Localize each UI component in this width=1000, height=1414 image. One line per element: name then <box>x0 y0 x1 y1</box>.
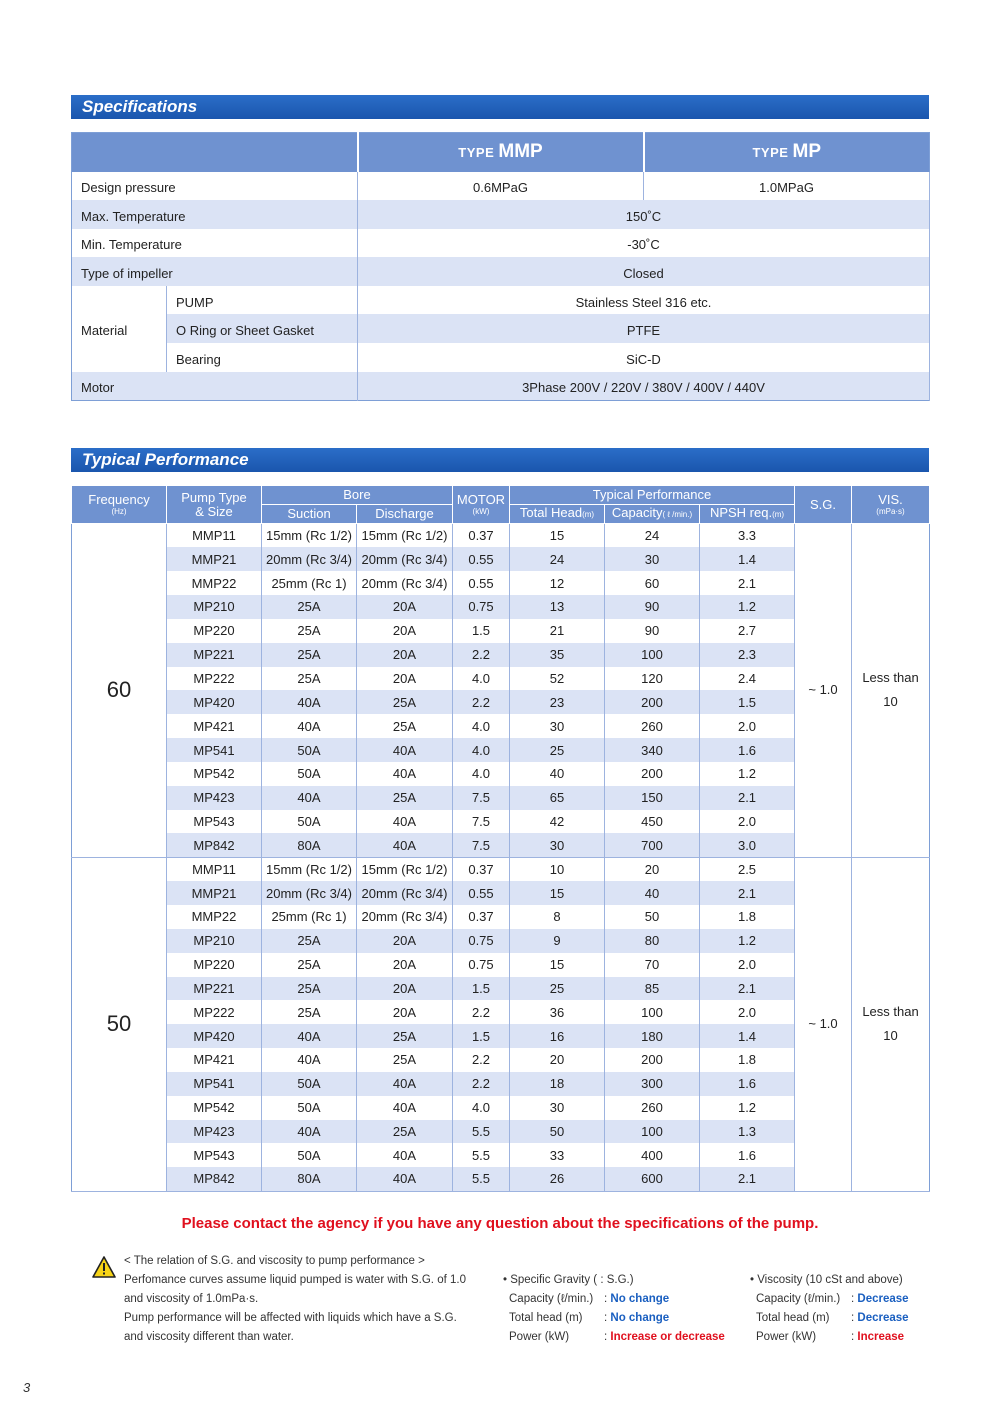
vis-line-2: 10 <box>883 694 898 710</box>
discharge-cell: 20A <box>357 619 453 643</box>
total-head-cell: 30 <box>510 1096 605 1120</box>
total-head-cell: 9 <box>510 929 605 953</box>
capacity-cell: 80 <box>605 929 700 953</box>
motor-kw-cell: 5.5 <box>453 1167 510 1191</box>
npsh-cell: 1.6 <box>700 1143 795 1167</box>
suction-cell: 25mm (Rc 1) <box>262 571 357 595</box>
pump-type-cell: MP420 <box>167 690 262 714</box>
suction-cell: 25A <box>262 953 357 977</box>
motor-kw-cell: 5.5 <box>453 1143 510 1167</box>
discharge-cell: 40A <box>357 738 453 762</box>
pump-type-cell: MP541 <box>167 1072 262 1096</box>
pump-type-cell: MP541 <box>167 738 262 762</box>
npsh-cell: 1.2 <box>700 762 795 786</box>
material-label: Material <box>72 286 167 372</box>
discharge-cell: 20mm (Rc 3/4) <box>357 571 453 595</box>
pump-type-cell: MP842 <box>167 1167 262 1191</box>
motor-kw-cell: 4.0 <box>453 714 510 738</box>
discharge-cell: 40A <box>357 1167 453 1191</box>
pump-type-cell: MP842 <box>167 833 262 857</box>
pump-type-cell: MP210 <box>167 595 262 619</box>
npsh-cell: 2.0 <box>700 714 795 738</box>
pump-type-cell: MP222 <box>167 1000 262 1024</box>
capacity-cell: 200 <box>605 690 700 714</box>
pump-type-cell: MP421 <box>167 1048 262 1072</box>
npsh-cell: 1.6 <box>700 1072 795 1096</box>
capacity-cell: 600 <box>605 1167 700 1191</box>
footnote-specific-gravity: • Specific Gravity ( : S.G.) Capacity (ℓ/min.) : No change Total head (m) : No change Power (kW) : Increase or decrease <box>503 1274 725 1343</box>
capacity-cell: 200 <box>605 1048 700 1072</box>
capacity-cell: 100 <box>605 1000 700 1024</box>
performance-table <box>71 485 930 1192</box>
vis-cell <box>852 524 930 858</box>
spec-row-motor: Motor 3Phase 200V / 220V / 380V / 400V / 440V <box>72 372 930 401</box>
total-head-cell: 50 <box>510 1120 605 1144</box>
total-head-cell: 26 <box>510 1167 605 1191</box>
total-head-cell: 42 <box>510 810 605 834</box>
suction-cell: 40A <box>262 786 357 810</box>
suction-cell: 40A <box>262 690 357 714</box>
npsh-cell: 1.6 <box>700 738 795 762</box>
suction-cell: 20mm (Rc 3/4) <box>262 881 357 905</box>
total-head-cell: 35 <box>510 643 605 667</box>
discharge-cell: 40A <box>357 1072 453 1096</box>
suction-cell: 80A <box>262 1167 357 1191</box>
discharge-cell: 20A <box>357 929 453 953</box>
spec-row-material-pump: Material PUMP Stainless Steel 316 etc. <box>72 286 930 315</box>
pump-type-cell: MP542 <box>167 762 262 786</box>
total-head-cell: 8 <box>510 905 605 929</box>
footnote-viscosity: • Viscosity (10 cSt and above) Capacity (ℓ/min.) : Decrease Total head (m) : Decrease Power (kW) : Increase <box>750 1274 909 1343</box>
motor-kw-cell: 7.5 <box>453 833 510 857</box>
motor-kw-cell: 7.5 <box>453 786 510 810</box>
discharge-cell: 40A <box>357 1096 453 1120</box>
total-head-cell: 18 <box>510 1072 605 1096</box>
table-row <box>72 524 930 548</box>
total-head-cell: 15 <box>510 953 605 977</box>
discharge-cell: 25A <box>357 1048 453 1072</box>
frequency-cell: 50 <box>72 857 167 1191</box>
motor-kw-cell: 2.2 <box>453 690 510 714</box>
motor-kw-cell: 0.75 <box>453 595 510 619</box>
performance-body <box>72 524 930 1192</box>
total-head-cell: 25 <box>510 738 605 762</box>
discharge-cell: 25A <box>357 786 453 810</box>
motor-kw-cell: 0.37 <box>453 857 510 881</box>
pump-type-cell: MP423 <box>167 1120 262 1144</box>
npsh-cell: 2.0 <box>700 1000 795 1024</box>
specifications-title: Specifications <box>71 95 929 119</box>
motor-kw-cell: 0.37 <box>453 524 510 548</box>
npsh-cell: 2.1 <box>700 977 795 1001</box>
spec-row-material-gasket: O Ring or Sheet Gasket PTFE <box>72 314 930 343</box>
header-total-head: Total Head(m) <box>510 505 605 524</box>
spec-row-material-bearing: Bearing SiC-D <box>72 343 930 372</box>
pump-type-cell: MMP21 <box>167 547 262 571</box>
motor-kw-cell: 1.5 <box>453 1024 510 1048</box>
pump-type-cell: MP220 <box>167 953 262 977</box>
discharge-cell: 25A <box>357 714 453 738</box>
sg-cell: ~ 1.0 <box>795 857 852 1191</box>
motor-kw-cell: 7.5 <box>453 810 510 834</box>
npsh-cell: 2.4 <box>700 667 795 691</box>
pump-type-cell: MP220 <box>167 619 262 643</box>
motor-kw-cell: 0.75 <box>453 953 510 977</box>
header-motor: MOTOR (kW) <box>453 486 510 524</box>
capacity-cell: 400 <box>605 1143 700 1167</box>
discharge-cell: 25A <box>357 1120 453 1144</box>
suction-cell: 20mm (Rc 3/4) <box>262 547 357 571</box>
npsh-cell: 2.1 <box>700 1167 795 1191</box>
suction-cell: 25A <box>262 619 357 643</box>
npsh-cell: 2.7 <box>700 619 795 643</box>
motor-kw-cell: 0.55 <box>453 571 510 595</box>
suction-cell: 50A <box>262 762 357 786</box>
suction-cell: 25A <box>262 643 357 667</box>
pump-type-cell: MP221 <box>167 977 262 1001</box>
suction-cell: 40A <box>262 1024 357 1048</box>
frequency-cell: 60 <box>72 524 167 858</box>
suction-cell: 40A <box>262 714 357 738</box>
motor-kw-cell: 5.5 <box>453 1120 510 1144</box>
npsh-cell: 2.0 <box>700 810 795 834</box>
pump-type-cell: MP543 <box>167 1143 262 1167</box>
capacity-cell: 450 <box>605 810 700 834</box>
npsh-cell: 1.2 <box>700 595 795 619</box>
pump-type-cell: MP210 <box>167 929 262 953</box>
suction-cell: 50A <box>262 1143 357 1167</box>
header-vis: VIS. (mPa·s) <box>852 486 930 524</box>
npsh-cell: 3.0 <box>700 833 795 857</box>
total-head-cell: 23 <box>510 690 605 714</box>
motor-kw-cell: 4.0 <box>453 667 510 691</box>
pump-type-cell: MMP11 <box>167 857 262 881</box>
suction-cell: 25A <box>262 977 357 1001</box>
header-pump-type: Pump Type & Size <box>167 486 262 524</box>
pump-type-cell: MP423 <box>167 786 262 810</box>
discharge-cell: 20A <box>357 595 453 619</box>
table-row <box>72 857 930 881</box>
motor-kw-cell: 0.75 <box>453 929 510 953</box>
motor-kw-cell: 2.2 <box>453 1000 510 1024</box>
contact-note: Please contact the agency if you have any question about the specifications of the pump. <box>181 1215 819 1232</box>
discharge-cell: 20A <box>357 643 453 667</box>
motor-kw-cell: 2.2 <box>453 1072 510 1096</box>
npsh-cell: 2.3 <box>700 643 795 667</box>
npsh-cell: 2.5 <box>700 857 795 881</box>
capacity-cell: 50 <box>605 905 700 929</box>
motor-kw-cell: 2.2 <box>453 643 510 667</box>
discharge-cell: 20A <box>357 667 453 691</box>
total-head-cell: 30 <box>510 833 605 857</box>
performance-title: Typical Performance <box>71 448 929 472</box>
header-frequency: Frequency (Hz) <box>72 486 167 524</box>
motor-kw-cell: 1.5 <box>453 977 510 1001</box>
suction-cell: 15mm (Rc 1/2) <box>262 524 357 548</box>
capacity-cell: 60 <box>605 571 700 595</box>
spec-header-blank <box>72 133 358 172</box>
capacity-cell: 150 <box>605 786 700 810</box>
capacity-cell: 120 <box>605 667 700 691</box>
suction-cell: 50A <box>262 1072 357 1096</box>
total-head-cell: 30 <box>510 714 605 738</box>
pump-type-cell: MP222 <box>167 667 262 691</box>
pump-type-cell: MMP11 <box>167 524 262 548</box>
pump-type-cell: MP543 <box>167 810 262 834</box>
suction-cell: 25A <box>262 667 357 691</box>
header-capacity: Capacity( ℓ /min.) <box>605 505 700 524</box>
capacity-cell: 340 <box>605 738 700 762</box>
header-discharge: Discharge <box>357 505 453 524</box>
discharge-cell: 40A <box>357 1143 453 1167</box>
total-head-cell: 40 <box>510 762 605 786</box>
warning-triangle-icon <box>92 1256 116 1278</box>
sg-cell: ~ 1.0 <box>795 524 852 858</box>
total-head-cell: 36 <box>510 1000 605 1024</box>
total-head-cell: 15 <box>510 524 605 548</box>
npsh-cell: 1.5 <box>700 690 795 714</box>
total-head-cell: 12 <box>510 571 605 595</box>
suction-cell: 50A <box>262 1096 357 1120</box>
suction-cell: 50A <box>262 738 357 762</box>
pump-type-cell: MP420 <box>167 1024 262 1048</box>
npsh-cell: 1.4 <box>700 547 795 571</box>
discharge-cell: 25A <box>357 690 453 714</box>
suction-cell: 40A <box>262 1048 357 1072</box>
vis-line-2: 10 <box>883 1028 898 1044</box>
capacity-cell: 70 <box>605 953 700 977</box>
total-head-cell: 15 <box>510 881 605 905</box>
vis-cell <box>852 857 930 1191</box>
motor-kw-cell: 0.37 <box>453 905 510 929</box>
total-head-cell: 33 <box>510 1143 605 1167</box>
suction-cell: 80A <box>262 833 357 857</box>
specifications-table <box>71 132 930 401</box>
spec-header-mp: TYPE MP <box>644 133 930 172</box>
motor-kw-cell: 2.2 <box>453 1048 510 1072</box>
discharge-cell: 20mm (Rc 3/4) <box>357 547 453 571</box>
header-suction: Suction <box>262 505 357 524</box>
pump-type-cell: MMP22 <box>167 571 262 595</box>
npsh-cell: 2.1 <box>700 786 795 810</box>
discharge-cell: 15mm (Rc 1/2) <box>357 857 453 881</box>
total-head-cell: 24 <box>510 547 605 571</box>
total-head-cell: 10 <box>510 857 605 881</box>
capacity-cell: 30 <box>605 547 700 571</box>
total-head-cell: 65 <box>510 786 605 810</box>
motor-kw-cell: 4.0 <box>453 738 510 762</box>
vis-line-1: Less than <box>862 670 919 686</box>
header-sg: S.G. <box>795 486 852 524</box>
discharge-cell: 20A <box>357 953 453 977</box>
discharge-cell: 40A <box>357 810 453 834</box>
capacity-cell: 260 <box>605 714 700 738</box>
discharge-cell: 20mm (Rc 3/4) <box>357 881 453 905</box>
suction-cell: 25A <box>262 1000 357 1024</box>
discharge-cell: 15mm (Rc 1/2) <box>357 524 453 548</box>
capacity-cell: 100 <box>605 643 700 667</box>
npsh-cell: 1.8 <box>700 905 795 929</box>
npsh-cell: 1.2 <box>700 929 795 953</box>
total-head-cell: 52 <box>510 667 605 691</box>
suction-cell: 25A <box>262 595 357 619</box>
total-head-cell: 25 <box>510 977 605 1001</box>
spec-row-design-pressure: Design pressure 0.6MPaG 1.0MPaG <box>72 172 930 201</box>
header-bore: Bore <box>262 486 453 505</box>
motor-kw-cell: 0.55 <box>453 881 510 905</box>
spec-row-max-temp: Max. Temperature 150˚C <box>72 200 930 229</box>
npsh-cell: 2.0 <box>700 953 795 977</box>
capacity-cell: 200 <box>605 762 700 786</box>
pump-type-cell: MMP21 <box>167 881 262 905</box>
total-head-cell: 21 <box>510 619 605 643</box>
capacity-cell: 90 <box>605 595 700 619</box>
discharge-cell: 40A <box>357 762 453 786</box>
spec-row-impeller: Type of impeller Closed <box>72 257 930 286</box>
npsh-cell: 2.1 <box>700 571 795 595</box>
motor-kw-cell: 4.0 <box>453 762 510 786</box>
motor-kw-cell: 0.55 <box>453 547 510 571</box>
discharge-cell: 20mm (Rc 3/4) <box>357 905 453 929</box>
npsh-cell: 2.1 <box>700 881 795 905</box>
suction-cell: 15mm (Rc 1/2) <box>262 857 357 881</box>
total-head-cell: 16 <box>510 1024 605 1048</box>
motor-kw-cell: 4.0 <box>453 1096 510 1120</box>
header-npsh: NPSH req.(m) <box>700 505 795 524</box>
footnote-text: < The relation of S.G. and viscosity to pump performance > Perfomance curves assume liquid pumped is water with S.G. of 1.0 and viscosity of 1.0mPa·s. Pump performance will be affected with liquids which have a S.G. and viscosity different than water. <box>124 1255 466 1343</box>
npsh-cell: 1.4 <box>700 1024 795 1048</box>
npsh-cell: 3.3 <box>700 524 795 548</box>
spec-header-mmp: TYPE MMP <box>358 133 644 172</box>
capacity-cell: 24 <box>605 524 700 548</box>
discharge-cell: 20A <box>357 977 453 1001</box>
npsh-cell: 1.2 <box>700 1096 795 1120</box>
suction-cell: 25A <box>262 929 357 953</box>
total-head-cell: 20 <box>510 1048 605 1072</box>
header-typical-performance: Typical Performance <box>510 486 795 505</box>
capacity-cell: 700 <box>605 833 700 857</box>
discharge-cell: 25A <box>357 1024 453 1048</box>
page-number: 3 <box>23 1380 31 1395</box>
capacity-cell: 180 <box>605 1024 700 1048</box>
suction-cell: 50A <box>262 810 357 834</box>
capacity-cell: 85 <box>605 977 700 1001</box>
capacity-cell: 20 <box>605 857 700 881</box>
suction-cell: 40A <box>262 1120 357 1144</box>
capacity-cell: 40 <box>605 881 700 905</box>
spec-row-min-temp: Min. Temperature -30˚C <box>72 229 930 258</box>
pump-type-cell: MMP22 <box>167 905 262 929</box>
pump-type-cell: MP221 <box>167 643 262 667</box>
discharge-cell: 40A <box>357 833 453 857</box>
motor-kw-cell: 1.5 <box>453 619 510 643</box>
suction-cell: 25mm (Rc 1) <box>262 905 357 929</box>
vis-line-1: Less than <box>862 1004 919 1020</box>
total-head-cell: 13 <box>510 595 605 619</box>
pump-type-cell: MP542 <box>167 1096 262 1120</box>
npsh-cell: 1.3 <box>700 1120 795 1144</box>
capacity-cell: 100 <box>605 1120 700 1144</box>
capacity-cell: 300 <box>605 1072 700 1096</box>
npsh-cell: 1.8 <box>700 1048 795 1072</box>
capacity-cell: 260 <box>605 1096 700 1120</box>
capacity-cell: 90 <box>605 619 700 643</box>
discharge-cell: 20A <box>357 1000 453 1024</box>
pump-type-cell: MP421 <box>167 714 262 738</box>
